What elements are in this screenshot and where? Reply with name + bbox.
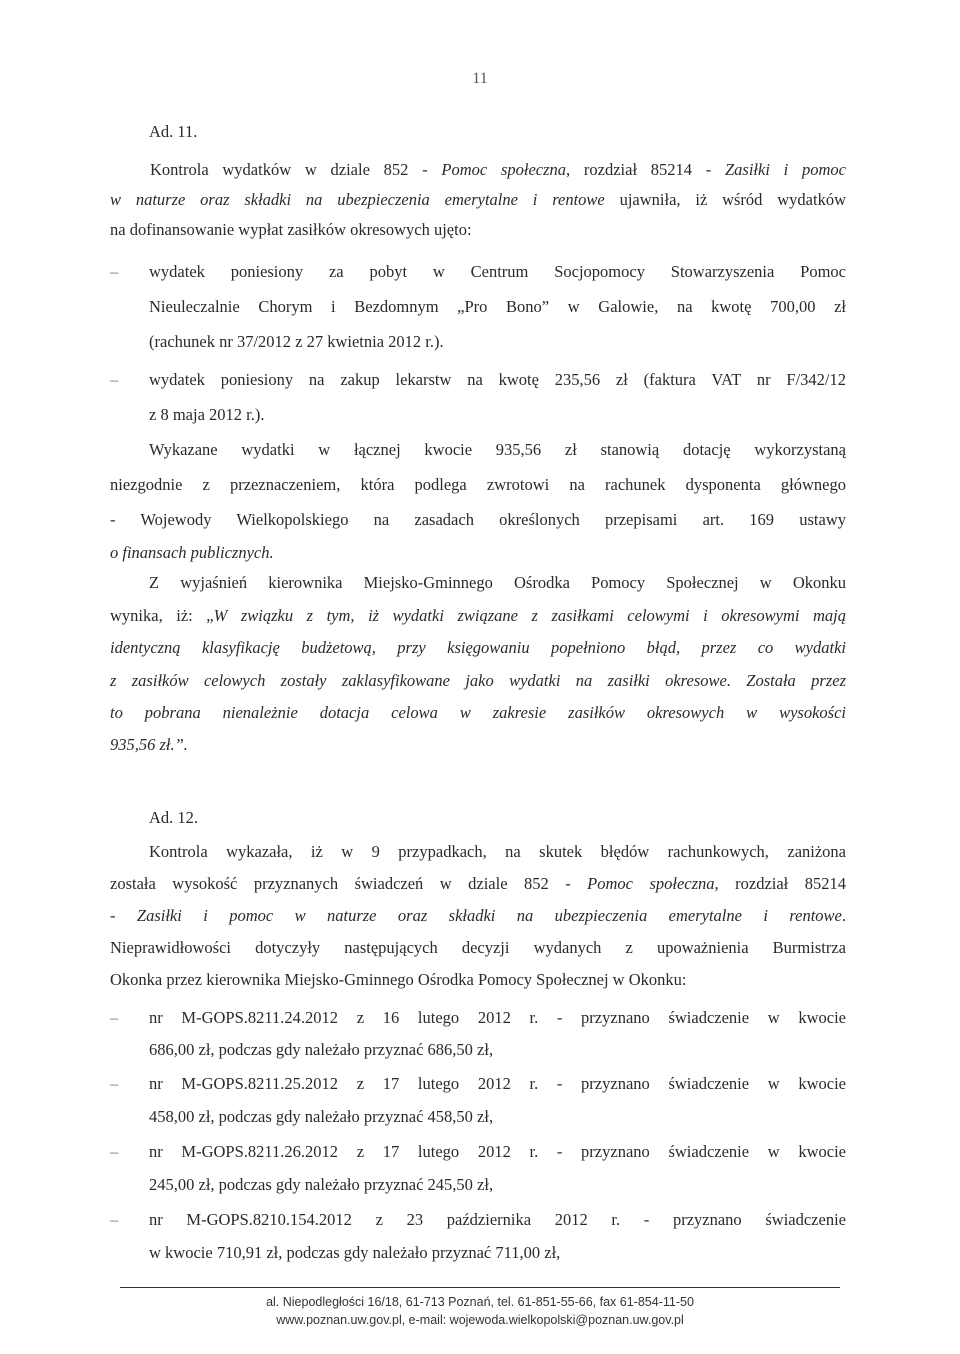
ad11-paragraph-line: na dofinansowanie wypłat zasiłków okresowych ujęto: <box>110 220 472 239</box>
footer-contact: www.poznan.uw.gov.pl, e-mail: wojewoda.wielkopolski@poznan.uw.gov.pl <box>276 1313 684 1327</box>
section-heading-ad12: Ad. 12. <box>149 808 199 827</box>
footer-address: al. Niepodległości 16/18, 61-713 Poznań, tel. 61-851-55-66, fax 61-854-11-50 <box>266 1295 694 1309</box>
ad11-paragraph-line: Z wyjaśnień kierownika Miejsko-Gminnego Ośrodka Pomocy Społecznej w Okonku <box>149 573 846 592</box>
ad12-bullet-line: nr M-GOPS.8211.24.2012 z 16 lutego 2012 r. - przyznano świadczenie w kwocie <box>149 1008 846 1027</box>
footer-divider <box>120 1287 840 1288</box>
section-heading-ad11: Ad. 11. <box>149 122 198 141</box>
ad12-bullet-line: nr M-GOPS.8211.25.2012 z 17 lutego 2012 r. - przyznano świadczenie w kwocie <box>149 1074 846 1093</box>
ad11-quote-line: to pobrana nienależnie dotacja celowa w zakresie zasiłków okresowych w wysokości <box>110 703 846 722</box>
bullet-dash: – <box>110 1074 119 1093</box>
ad12-paragraph-line: Kontrola wykazała, iż w 9 przypadkach, na skutek błędów rachunkowych, zaniżona <box>149 842 846 861</box>
ad11-quote-line: wynika, iż: „W związku z tym, iż wydatki związane z zasiłkami celowymi i okresowymi mają <box>110 606 846 625</box>
bullet-dash: – <box>110 1142 119 1161</box>
ad12-bullet-line: 245,00 zł, podczas gdy należało przyznać 245,50 zł, <box>149 1175 494 1194</box>
ad12-paragraph-line: Okonka przez kierownika Miejsko-Gminnego Ośrodka Pomocy Społecznej w Okonku: <box>110 970 687 989</box>
ad11-bullet-line: (rachunek nr 37/2012 z 27 kwietnia 2012 r.). <box>149 332 444 351</box>
ad12-paragraph-line: - Zasiłki i pomoc w naturze oraz składki na ubezpieczenia emerytalne i rentowe. <box>110 906 846 925</box>
ad11-paragraph-line: niezgodnie z przeznaczeniem, która podlega zwrotowi na rachunek dysponenta głównego <box>110 475 846 494</box>
ad12-bullet-line: w kwocie 710,91 zł, podczas gdy należało przyznać 711,00 zł, <box>149 1243 561 1262</box>
ad11-quote-line: 935,56 zł.”. <box>110 735 188 754</box>
ad11-bullet-line: Nieuleczalnie Chorym i Bezdomnym „Pro Bono” w Galowie, na kwotę 700,00 zł <box>149 297 846 316</box>
ad12-paragraph-line: Nieprawidłowości dotyczyły następujących decyzji wydanych z upoważnienia Burmistrza <box>110 938 846 957</box>
ad11-paragraph-line: w naturze oraz składki na ubezpieczenia emerytalne i rentowe ujawniła, iż wśród wydatków <box>110 190 847 209</box>
ad12-bullet-line: 686,00 zł, podczas gdy należało przyznać 686,50 zł, <box>149 1040 494 1059</box>
ad11-paragraph-line: Wykazane wydatki w łącznej kwocie 935,56 zł stanowią dotację wykorzystaną <box>149 440 846 459</box>
ad11-quote-line: z zasiłków celowych zostały zaklasyfikowane jako wydatki na zasiłki okresowe. Została przez <box>110 671 846 690</box>
ad11-bullet-line: wydatek poniesiony na zakup lekarstw na kwotę 235,56 zł (faktura VAT nr F/342/12 <box>149 370 846 389</box>
bullet-dash: – <box>110 262 119 281</box>
ad11-paragraph-line: - Wojewody Wielkopolskiego na zasadach określonych przepisami art. 169 ustawy <box>110 510 846 529</box>
ad11-paragraph-line: Kontrola wydatków w dziale 852 - Pomoc społeczna, rozdział 85214 - Zasiłki i pomoc <box>150 160 846 179</box>
ad12-bullet-line: nr M-GOPS.8211.26.2012 z 17 lutego 2012 r. - przyznano świadczenie w kwocie <box>149 1142 846 1161</box>
bullet-dash: – <box>110 1008 119 1027</box>
ad11-quote-line: identyczną klasyfikację budżetową, przy księgowaniu popełniono błąd, przez co wydatki <box>110 638 846 657</box>
bullet-dash: – <box>110 370 119 389</box>
bullet-dash: – <box>110 1210 119 1229</box>
ad11-bullet-line: wydatek poniesiony za pobyt w Centrum Socjopomocy Stowarzyszenia Pomoc <box>149 262 846 281</box>
page-number: 11 <box>472 70 488 87</box>
ad12-paragraph-line: została wysokość przyznanych świadczeń w dziale 852 - Pomoc społeczna, rozdział 85214 <box>110 874 846 893</box>
ad11-paragraph-line: o finansach publicznych. <box>110 543 274 562</box>
ad11-bullet-line: z 8 maja 2012 r.). <box>149 405 265 424</box>
ad12-bullet-line: nr M-GOPS.8210.154.2012 z 23 października 2012 r. - przyznano świadczenie <box>149 1210 846 1229</box>
ad12-bullet-line: 458,00 zł, podczas gdy należało przyznać 458,50 zł, <box>149 1107 494 1126</box>
